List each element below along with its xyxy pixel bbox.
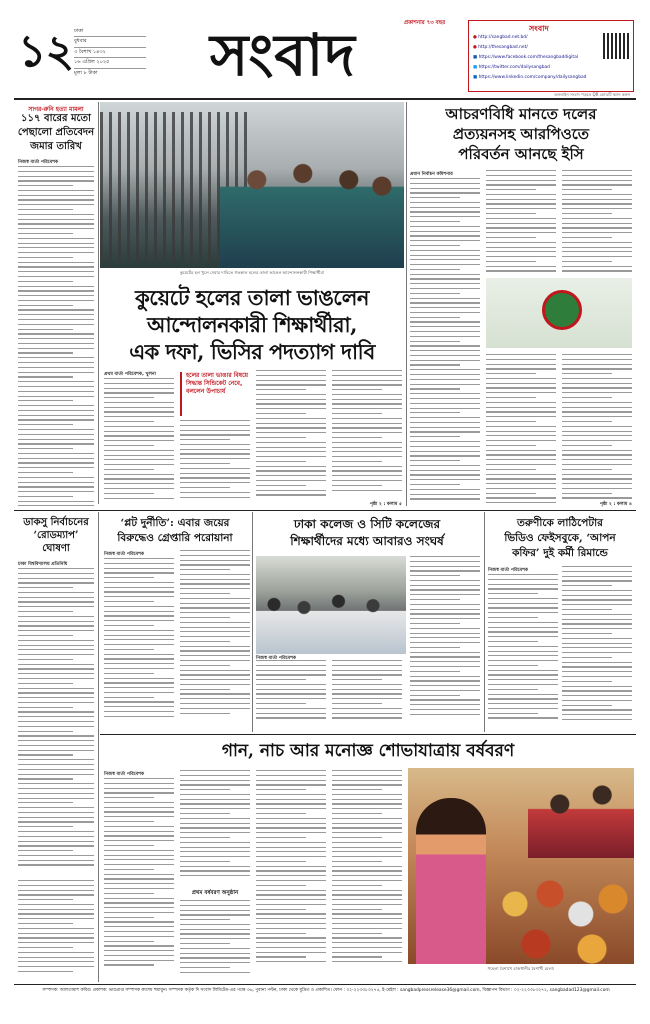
pottery <box>494 864 634 964</box>
lead-byline: প্রথম বার্তা পরিবেশক, খুলনা <box>104 372 156 377</box>
ec-byline: প্রধান নির্বাচন কমিশনার <box>410 172 453 177</box>
date-english: ১৬ এপ্রিল ২০২৫ <box>74 58 146 68</box>
ec-body-col2 <box>486 170 556 274</box>
lead-pullquote: হলের তালা ভাঙার বিষয়ে সিদ্ধান্ত সিন্ডিকেট নেবে, বললেন উপাচার্য <box>180 372 250 416</box>
ec-body-col3b <box>562 354 632 504</box>
ec-body-col2b <box>486 354 556 508</box>
link-item[interactable]: ■ https://www.linkedin.com/company/dailysangbad <box>473 75 587 80</box>
remand-byline: নিজস্ব বার্তা পরিবেশক <box>488 568 529 573</box>
page-number: ১২ <box>18 26 74 77</box>
ducsu-body <box>18 568 94 874</box>
boishakh-body-col2 <box>180 770 250 886</box>
section-rule <box>100 734 636 735</box>
day-label: বুধবার <box>74 37 146 47</box>
college-body-col3 <box>410 556 480 726</box>
imprint-line: সম্পাদক: আলতামাশ কবির। প্রকাশক: ভারপ্রাপ্ত সম্পাদক কাশেম হুমায়ুন। সম্পাদক কর্তৃক দি সংবাদ লিমিটেড-এর পক্ষে ৩৬, পুরানা পল্টন, ঢাকা থেকে মুদ্রিত ও প্রকাশিত। ফোন : ০২-২২৩৩৮৩২৭৫, ই-মেইল : sangbadpressrelease36@gmail.com, বিজ্ঞাপন বিভাগ : ০২-২২৩৩৮৩২৭২, sangbadad123@gmail.com <box>42 988 610 993</box>
plot-body-col1 <box>104 558 174 724</box>
qr-brand: সংবাদ <box>529 23 549 33</box>
ec-logo-photo <box>486 278 632 348</box>
lead-continued: পৃষ্ঠা ২ : কলাম ৫ <box>369 502 402 507</box>
sagar-body <box>18 166 94 506</box>
plot-byline: নিজস্ব বার্তা পরিবেশক <box>104 552 145 557</box>
crowd <box>528 768 634 858</box>
college-photo <box>256 556 406 654</box>
footer-rule <box>14 984 636 985</box>
price-label: মূল্য ৮ টাকা <box>74 69 98 76</box>
boishakh-body-col1 <box>104 778 174 978</box>
ec-body-col3 <box>562 170 632 274</box>
remand-body-col1 <box>488 574 558 726</box>
sagar-headline: ১১৭ বারের মতো পেছালো প্রতিবেদন জমার তারিখ <box>17 113 95 152</box>
plot-headline: ‘প্লট দুর্নীতি’: এবার জয়ের বিরুদ্ধেও গ্রেপ্তারি পরোয়ানা <box>117 517 233 544</box>
facebook-icon: ■ <box>473 55 478 60</box>
city-label: ঢাকা <box>74 27 146 37</box>
date-box <box>74 27 146 83</box>
boishakh-body-col3 <box>256 770 326 978</box>
lead-body-col1 <box>104 378 174 506</box>
ducsu-byline: ঢাকা বিশ্ববিদ্যালয় প্রতিনিধি <box>18 562 68 567</box>
date-bangla: ৩ বৈশাখ ১৪৩২ <box>74 48 146 58</box>
ec-body-col1 <box>410 178 480 508</box>
ec-headline: আচরণবিধি মানতে দলের প্রত্যয়নসহ আরপিওতে পরিবর্তন আনছে ইসি <box>445 105 597 163</box>
crowd <box>220 142 404 268</box>
college-byline: নিজস্ব বার্তা পরিবেশক <box>256 656 297 661</box>
col-divider <box>98 512 99 982</box>
lead-headline: কুয়েটে হলের তালা ভাঙলেন আন্দোলনকারী শিক্ষার্থীরা, এক দফা, ভিসির পদত্যাগ দাবি <box>129 285 375 364</box>
masthead-rule <box>14 98 636 100</box>
qr-note: অনলাইন সংবাদ পড়তে QR কোডটি স্ক্যান করুন <box>554 92 630 97</box>
ducsu-body-lower <box>18 880 94 978</box>
ec-emblem <box>542 290 582 330</box>
ducsu-headline: ডাকসু নির্বাচনের ‘রোডম্যাপ’ ঘোষণা <box>23 517 89 554</box>
link-item[interactable]: ● http://sangbad.net.bd/ <box>473 35 528 40</box>
college-body-col1 <box>256 660 326 726</box>
col-divider <box>252 512 253 732</box>
linkedin-icon: ■ <box>473 75 478 80</box>
boishakh-photo <box>408 768 634 964</box>
newspaper-logo: সংবাদ <box>210 21 356 89</box>
link-box <box>468 20 634 92</box>
tagline: প্রকাশনার ৭৩ বছর <box>404 20 446 26</box>
remand-body-col2 <box>562 566 632 726</box>
twitter-icon: ■ <box>473 65 478 70</box>
boishakh-body-col2b <box>180 900 250 978</box>
lead-photo <box>100 102 404 268</box>
plot-body-col2 <box>180 550 250 724</box>
link-item[interactable]: ● http://thesangbad.net/ <box>473 45 528 50</box>
lead-body-col3 <box>256 370 326 506</box>
sagar-byline: নিজস্ব বার্তা পরিবেশক <box>18 160 59 165</box>
col-divider <box>98 102 99 504</box>
col-divider <box>406 102 407 506</box>
globe-icon: ● <box>473 35 477 40</box>
boishakh-subhead: প্রথম বর্ষবরণ অনুষ্ঠান <box>191 890 239 896</box>
boishakh-headline: গান, নাচ আর মনোজ্ঞ শোভাযাত্রায় বর্ষবরণ <box>221 741 515 761</box>
college-body-col2 <box>332 660 402 726</box>
qr-code <box>603 33 629 59</box>
link-item[interactable]: ■ https://www.facebook.com/thesangbaddigital <box>473 55 579 60</box>
college-headline: ঢাকা কলেজ ও সিটি কলেজের শিক্ষার্থীদের মধ্যে আবারও সংঘর্ষ <box>290 517 444 548</box>
boishakh-byline: নিজস্ব বার্তা পরিবেশক <box>104 772 145 777</box>
section-rule <box>14 510 636 511</box>
boishakh-body-col4 <box>332 770 402 978</box>
lead-body-col2 <box>180 420 250 506</box>
link-item[interactable]: ■ https://twitter.com/dailysangbad <box>473 65 550 70</box>
ec-continued: পৃষ্ঠা ২ : কলাম ৪ <box>599 502 632 507</box>
sagar-kicker: সাগর-রুনি হত্যা মামলা <box>28 106 84 113</box>
col-divider <box>484 512 485 732</box>
woman-figure <box>416 798 486 964</box>
crowd <box>256 592 406 654</box>
boishakh-photo-caption: পহেলা বৈশাখে রাজধানীর বৈশাখী মেলা। <box>487 966 555 971</box>
link-list <box>473 33 601 83</box>
lead-photo-caption: কুয়েটের হল খুলে দেয়ার দাবিতে গতকাল হলের তালা ভাঙেন আন্দোলনকারী শিক্ষার্থীরা <box>179 270 325 275</box>
lead-body-col4 <box>332 370 402 498</box>
globe-icon: ● <box>473 45 477 50</box>
remand-headline: তরুণীকে লাঠিপেটার ভিডিও ফেইসবুকে, ‘আপন কফির’ দুই কর্মী রিমান্ডে <box>504 517 616 559</box>
